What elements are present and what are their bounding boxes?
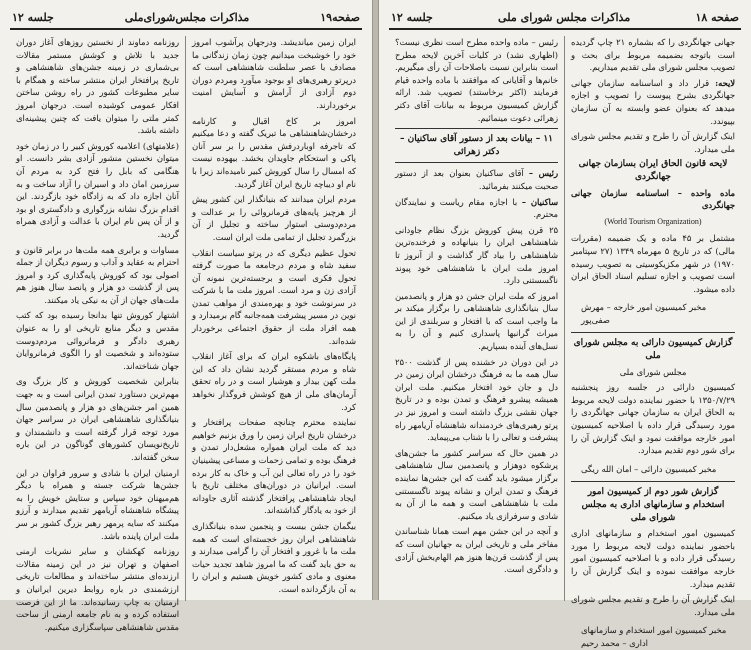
paragraph: بیگمان جشن بیست و پنجمین سده بنیانگذاری شاهنشاهی ایران روز خجسته‌ای است که همه ملت ما با غرور و افتخار آن را گرامی میدارند و به حق باید گفت که ما امروز شاهد تجدید حیات معنوی و مادی کشور خویش هستیم و ایران را به آن بازگردانده است. [192, 520, 356, 594]
text: با اجازه مقام ریاست و نمایندگان محترم. [395, 196, 558, 220]
paragraph: پایگاه‌های باشکوه ایران که برای آغاز انقلاب شاه و مردم مستقر گردید نشان داد که این ملت کهن بیدار و هوشیار است و در راه تحقق آرمان‌های ملی از هیچ کوشش فروگذار نخواهد کرد. [192, 351, 356, 412]
paragraph: نماینده محترم چنانچه صفحات پرافتخار و درخشان تاریخ ایران زمین را ورق بزنیم خواهیم دید که ملت ایران همواره مشعل‌دار تمدن و فرهنگ بوده و تمامی زحمات و مساعی پیشینیان خود را در راه تعالی این آب و خاک به کار برده است. ایرانیان در دوران‌های مختلف تاریخ با ایجاد شاهنشاهی پرافتخار گذشته آثاری جاودانه از خود به یادگار گذاشته‌اند. [192, 417, 356, 516]
paragraph [395, 167, 558, 192]
article-title: ماده واحده – اساسنامه سازمان جهانی جهانگردی [571, 187, 735, 211]
speaker-label: رئیس – [528, 168, 558, 179]
signature: مخبر کمیسیون امور استخدام و سازمانهای اداری – محمد رحیم [581, 625, 727, 648]
paragraph: رئیس – ماده واحده مطرح است نظری نیست؟ (اظهاری نشد) در کلیات آخرین لایحه مطرح است بنابراین نسبت باصلاحات آن رأی میگیریم. خانم‌ها و آقایانی که موافقند با ماده واحده قیام فرمایند (اکثر برخاستند) تصویب شد. ارائه گزارش کمیسیون مربوط به بیانات آقای دکتر زهرائی دعوت مینمائیم. [395, 37, 558, 123]
divider [395, 128, 558, 129]
paragraph: اشتهار کوروش تنها بدانجا رسیده بود که کتب مقدس و دیگر منابع تاریخی او را به عنوان رهبری دادگر و فرمانروائی مردم‌دوست ستوده‌اند و شخصیت او را الگوی فرمانروایان جهان شناخته‌اند. [16, 310, 179, 371]
session-label: جلسه ۱۲ [12, 10, 54, 24]
page-header [389, 8, 741, 30]
paragraph: ارمنیان ایران با شادی و سرور فراوان در این جشن‌ها شرکت جسته و همراه با دیگر هم‌میهنان خود سپاس و ستایش خویش را به پیشگاه شاهنشاه آریامهر تقدیم میدارند و آرزو میکنند که سایه پرمهر رهبر بزرگ کشور بر سر ملت ایران پاینده باشد. [16, 467, 179, 541]
paragraph: ایران زمین میاندیشد. ودرجهان پرآشوب امروز خود را خوشبخت میدانیم چون زمان زندگانی ما مصادف با عصر سلطنت شاهنشاهی است که درپرتو رهبری‌های او بوجود میآورد ومردم دوران دوم آزادی از آرامش و آسایش امنیت برخوردارند. [192, 37, 356, 110]
paragraph: روزنامه دماوند از نخستین روزهای آغاز دوران جدید با تلاش و کوشش مستمر مقالات بی‌شماری در زمینه جشن‌های شاهنشاهی و تاریخ پرافتخار ایران منتشر ساخته و همگام با سایر مطبوعات کشور در راه روشن ساختن افکار عمومی کوشیده است. درجهان امروز کمتر ملتی را میتوان یافت که چنین پیشینه‌ای داشته باشد. [16, 37, 179, 136]
section-heading: گزارش شور دوم از کمیسیون امور استخدام و سازمانهای اداری به مجلس شورای ملی [581, 487, 725, 523]
divider [571, 481, 735, 482]
paragraph: اینک گزارش آن را طرح و تقدیم مجلس شورای ملی میدارد. [571, 594, 735, 617]
page-19 [0, 0, 373, 632]
text: آقای ساکنیان بعنوان بعد از دستور صحبت میکنند بفرمائید. [395, 168, 558, 191]
page-columns [389, 36, 741, 648]
paragraph: اینک گزارش آن را طرح و تقدیم مجلس شورای ملی میدارد. [571, 131, 735, 154]
column-right [186, 36, 362, 601]
speaker-label: ساکنیان – [521, 196, 558, 207]
paragraph: جهانی جهانگردی را که بشماره ۲۱ چاپ گردیده است باتوجه بضمیمه مربوط برای بحث و تصویب مجلس شورای ملی تقدیم میداریم. [571, 37, 735, 73]
signature: مخبر کمیسیون امور خارجه – مهرش صفی‌پور [581, 302, 707, 325]
session-label: جلسه ۱۲ [391, 10, 433, 24]
column-left [10, 36, 186, 632]
page-18 [378, 0, 751, 648]
divider [571, 332, 735, 333]
text: قرار داد و اساسنامه سازمان جهانی جهانگردی بشرح پیوست را تصویب و اجازه میدهد که بعنوان عضو وابسته به آن سازمان بپیوندد. [571, 77, 735, 126]
paragraph: مشتمل بر ۴۵ ماده و یک ضمیمه (مقررات مالی) که در تاریخ ۵ مهرماه ۱۳۴۹ (۲۷ سپتامبر ۱۹۷۰) در شهر مکزیکوسیتی به تصویب رسیده است تصویب و اجازه تسلیم اسناد الحاق ایران داده میشود. [571, 233, 735, 294]
page-number: صفحه۱۹ [320, 10, 360, 24]
paragraph: امروز که ملت ایران جشن دو هزار و پانصدمین سال بنیانگذاری شاهنشاهی را برگزار میکند بر ما واجب است که با افتخار و سربلندی از این میراث گرانبها پاسداری کنیم و آن را به نسل‌های آینده بسپاریم. [395, 290, 558, 352]
paragraph: مساوات و برابری همه ملت‌ها در برابر قانون و احترام به عقاید و آداب و رسوم دیگران از جمله اصولی بود که کوروش پایه‌گذاری کرد و امروز پس از گذشت دو هزار و پانصد سال هنوز هم ملت‌های جهان از آن به نیکی یاد میکنند. [16, 244, 179, 305]
law-title: لایحه قانون الحاق ایران بسازمان جهانی جهانگردی [578, 159, 728, 182]
addressee: مجلس شورای ملی [619, 366, 687, 377]
paragraph: مردم ایران میدانند که بنیانگذار این کشور پیش از هرچیز پایه‌های فرمانروائی را بر عدالت و مردم‌دوستی استوار ساخته و تجلیل از آن بزرگمرد تجلیل از تمامی ملت ایران است. [192, 194, 356, 242]
paragraph: در همین حال که سراسر کشور ما جشن‌های پرشکوه دوهزار و پانصدمین سال شاهنشاهی برگزار میشود باید گفت که این جشن‌ها نماینده فرهنگ و تمدن ایران و نشانه پیوند ناگسستنی ملت با شاهنشاهی است و همه ما از آن به شادی و سرفرازی یاد میکنیم. [395, 447, 558, 521]
organization-latin-name: (World Tourism Organization) [604, 216, 702, 226]
paragraph: (علامتهای) اعلامیه کوروش کبیر را در زمان خود میتوان نخستین منشور آزادی بشر دانست. او هنگامی که بابل را فتح کرد به مردم آن سرزمین امان داد و اسیران را آزاد ساخت و به آنان اجازه داد که به زادگاه خود بازگردند. این اقدام بزرگ نشانه بزرگواری و دادگستری او بود و از آن پس نام ایران با عدالت و آزادی همراه گردید. [16, 140, 179, 239]
section-heading: گزارش کمیسیون دارائی به مجلس شورای ملی [573, 338, 733, 362]
page-number: صفحه ۱۸ [695, 10, 739, 24]
paragraph: روزنامه کهکشان و سایر نشریات ارمنی اصفهان و تهران نیز در این زمینه مقالات ارزنده‌ای منتشر ساخته‌اند و مطالعات تاریخی ارزشمندی در باره روابط دیرین ایرانیان و ارمنیان به چاپ رسانیده‌اند. ما از این فرصت استفاده کرده و به نام جامعه ارمنی از ساحت مقدس شاهنشاهی سپاسگزاری میکنیم. [16, 546, 179, 632]
paragraph [571, 77, 735, 127]
paragraph: کمیسیون امور استخدام و سازمانهای اداری باحضور نماینده دولت لایحه مربوط را مورد رسیدگی قرار داده و با اصلاحیه کمیسیون امور خارجه موافقت نموده و اینک گزارش آن را تقدیم میدارد. [571, 528, 735, 589]
paragraph: ۲۵ قرن پیش کوروش بزرگ نظام جاودانی شاهنشاهی ایران را بنیانهاده و فرخنده‌ترین شاهنشاهی را بیاد گار گذاشت و از آنروز تا امروز ملت ایران با شاهنشاهی خود پیوند ناگسستنی دارد. [395, 224, 558, 286]
paragraph: در این دوران در خشنده پس از گذشت ۲۵۰۰ سال همه ما به فرهنگ درخشان ایران زمین در دل و جان خود افتخار میکنیم. ملت ایران همیشه پیشرو فرهنگ و تمدن بوده و در تاریخ جهان نقشی بزرگ داشته است و امروز نیز در پرتو رهبری‌های خردمندانه شاهنشاه آریامهر راه پیشرفت و تعالی را با شتاب می‌پیماید. [395, 356, 558, 443]
section-heading: ۱۱ – بیانات بعد از دستور آقای ساکنیان – دکتر زهرائی [399, 134, 554, 157]
divider [395, 162, 558, 163]
page-header [10, 8, 362, 30]
paragraph: تحول عظیم دیگری که در پرتو سیاست انقلاب سفید شاه و مردم درجامعه ما صورت گرفته تحول فکری است و برجسته‌ترین نمونه آن آزادی زن و مرد است. امروز ملت ما با شرکت در سرنوشت خود و بهره‌مندی از مواهب تمدن نوین در مسیر پیشرفت همه‌جانبه گام برمیدارد و همه افراد ملت از حقوق اجتماعی برخوردار شده‌اند. [192, 247, 356, 346]
column-left [389, 36, 565, 601]
paragraph [395, 196, 558, 221]
paragraph: بنابراین شخصیت کوروش و کار بزرگ وی مهم‌ترین دستاورد تمدن ایرانی است و به جهت همین امر جشن‌های دو هزار و پانصدمین سال بنیانگذاری شاهنشاهی ایران در سراسر جهان مورد توجه قرار گرفته است و دانشمندان و تاریخ‌نویسان کشورهای گوناگون در این باره سخن گفته‌اند. [16, 376, 179, 462]
paragraph: و آنچه در این جشن مهم است همانا شناساندن مفاخر ملی و تاریخی ایران به جهانیان است که پس از گذشت قرن‌ها هنوز هم الهام‌بخش آزادی و دادگری است. [395, 526, 558, 575]
paragraph: کمیسیون دارائی در جلسه روز پنجشنبه ۱۳۵۰/۷/۲۹ با حضور نماینده دولت لایحه مربوط به الحاق ایران به سازمان جهانی جهانگردی را مورد رسیدگی قرار داده با اصلاحیه کمیسیون امور خارجه موافقت نمود و اینک گزارش آن را برای شور دوم تقدیم میدارد. [571, 382, 735, 456]
paragraph: امروز بر کاخ اقبال و کارنامه درخشان‌شاهنشاهی ما تبریک گفته و دعا میکنیم که تاجرفه اوباردرفش مقدس را بر سر آنان پاکی و استحکام جاویدان بخشد. بیهوده نیست که امسال را سال کوروش کبیر نامیده‌اند زیرا با نام او دیباچه تاریخ ایران آغاز گردید. [192, 115, 356, 189]
running-title: مذاکرات مجلس شورای ملی [498, 10, 631, 24]
signature: مخبر کمیسیون دارائی – امان الله ریگی [581, 463, 717, 474]
label: لایحه: [715, 77, 735, 88]
column-right [565, 36, 741, 648]
running-title: مذاکرات مجلس‌شورای‌ملی [124, 10, 250, 24]
page-columns [10, 36, 362, 632]
